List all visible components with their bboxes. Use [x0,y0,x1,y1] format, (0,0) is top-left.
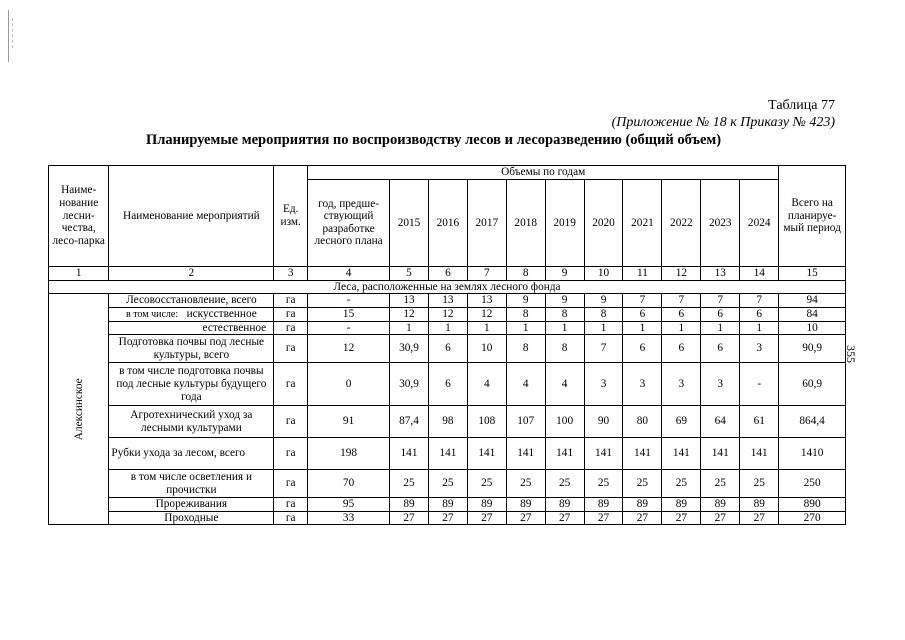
value-cell: 6 [428,363,467,406]
table-row [49,498,846,512]
value-cell: 27 [506,511,545,525]
column-number-row [49,267,846,281]
value-cell: 30,9 [390,335,429,363]
value-cell: 3 [623,363,662,406]
value-cell: 25 [623,470,662,498]
table-row [49,321,846,335]
value-cell: 1 [740,321,779,335]
prev-year-cell: 33 [308,511,390,525]
value-cell: 6 [701,335,740,363]
value-cell: 25 [428,470,467,498]
value-cell: 6 [662,307,701,321]
header-forestry: Наиме-нование лесни-чества, лесо-парка [49,166,109,267]
value-cell: 1 [428,321,467,335]
column-number: 10 [584,267,623,281]
unit-cell: га [274,498,308,512]
value-cell: 12 [390,307,429,321]
total-cell: 864,4 [779,406,846,438]
table-row [49,470,846,498]
value-cell: 9 [506,294,545,308]
value-cell: 1 [506,321,545,335]
value-cell: 98 [428,406,467,438]
unit-cell: га [274,294,308,308]
header-year: 2022 [662,179,701,266]
header-year: 2015 [390,179,429,266]
value-cell: 6 [623,307,662,321]
unit-cell: га [274,406,308,438]
table-row [49,406,846,438]
total-cell: 90,9 [779,335,846,363]
value-cell: 1 [623,321,662,335]
value-cell: 3 [701,363,740,406]
value-cell: 6 [623,335,662,363]
activity-name: Прореживания [109,498,274,512]
column-number: 3 [274,267,308,281]
activity-name: естественное [109,321,274,335]
value-cell: 141 [390,438,429,470]
header-year: 2020 [584,179,623,266]
value-cell: 80 [623,406,662,438]
table-number: Таблица 77 [768,98,835,113]
unit-cell: га [274,363,308,406]
value-cell: 6 [428,335,467,363]
column-number: 15 [779,267,846,281]
table-row [49,438,846,470]
value-cell: 3 [662,363,701,406]
column-number: 12 [662,267,701,281]
value-cell: 141 [623,438,662,470]
value-cell: 1 [545,321,584,335]
column-number: 8 [506,267,545,281]
value-cell: 8 [584,307,623,321]
value-cell: 141 [584,438,623,470]
header-year: 2021 [623,179,662,266]
total-cell: 270 [779,511,846,525]
value-cell: 89 [467,498,506,512]
column-number: 4 [308,267,390,281]
table-row [49,363,846,406]
prev-year-cell: 0 [308,363,390,406]
value-cell: 141 [467,438,506,470]
value-cell: 3 [740,335,779,363]
value-cell: 10 [467,335,506,363]
value-cell: 89 [545,498,584,512]
column-number: 2 [109,267,274,281]
value-cell: 27 [740,511,779,525]
page-number: 355 [844,345,858,363]
value-cell: 1 [390,321,429,335]
total-cell: 10 [779,321,846,335]
scan-margin-mark [8,10,11,62]
value-cell: 7 [584,335,623,363]
prev-year-cell: 15 [308,307,390,321]
value-cell: 4 [545,363,584,406]
activity-name: Проходные [109,511,274,525]
activity-name: Подготовка почвы под лесные культуры, всего [109,335,274,363]
value-cell: 7 [623,294,662,308]
header-prev-year: год, предше-ствующий разработке лесного плана [308,179,390,266]
value-cell: 141 [428,438,467,470]
header-year: 2024 [740,179,779,266]
value-cell: 141 [701,438,740,470]
value-cell: 141 [545,438,584,470]
unit-cell: га [274,438,308,470]
value-cell: 7 [740,294,779,308]
activity-prefix: в том числе: [125,308,179,320]
value-cell: 89 [390,498,429,512]
value-cell: 61 [740,406,779,438]
prev-year-cell: 91 [308,406,390,438]
value-cell: 12 [467,307,506,321]
total-cell: 1410 [779,438,846,470]
value-cell: 25 [506,470,545,498]
value-cell: 25 [545,470,584,498]
value-cell: 8 [506,307,545,321]
value-cell: 27 [623,511,662,525]
value-cell: 141 [740,438,779,470]
value-cell: 141 [662,438,701,470]
value-cell: 1 [701,321,740,335]
value-cell: 25 [390,470,429,498]
unit-cell: га [274,307,308,321]
value-cell: 107 [506,406,545,438]
value-cell: 8 [506,335,545,363]
value-cell: 89 [506,498,545,512]
total-cell: 94 [779,294,846,308]
value-cell: 25 [740,470,779,498]
value-cell: 6 [740,307,779,321]
value-cell: 4 [506,363,545,406]
activities-table [48,165,846,525]
value-cell: 9 [545,294,584,308]
unit-cell: га [274,511,308,525]
value-cell: 8 [545,307,584,321]
total-cell: 60,9 [779,363,846,406]
value-cell: 25 [662,470,701,498]
prev-year-cell: 198 [308,438,390,470]
activity-name: в том числе осветления и прочистки [109,470,274,498]
activity-name-text: искусственное [186,307,257,320]
activity-name: в том числе подготовка почвы под лесные культуры будущего года [109,363,274,406]
value-cell: 27 [390,511,429,525]
total-cell: 890 [779,498,846,512]
value-cell: 7 [662,294,701,308]
scan-margin-mark [12,18,14,48]
value-cell: - [740,363,779,406]
value-cell: 89 [740,498,779,512]
value-cell: 27 [584,511,623,525]
unit-cell: га [274,335,308,363]
prev-year-cell: 95 [308,498,390,512]
column-number: 13 [701,267,740,281]
value-cell: 141 [506,438,545,470]
value-cell: 1 [584,321,623,335]
header-unit: Ед. изм. [274,166,308,267]
value-cell: 13 [467,294,506,308]
unit-cell: га [274,321,308,335]
prev-year-cell: - [308,321,390,335]
header-year: 2016 [428,179,467,266]
value-cell: 4 [467,363,506,406]
value-cell: 25 [701,470,740,498]
value-cell: 25 [584,470,623,498]
value-cell: 64 [701,406,740,438]
header-year: 2023 [701,179,740,266]
total-cell: 84 [779,307,846,321]
prev-year-cell: 70 [308,470,390,498]
table-row [49,511,846,525]
column-number: 11 [623,267,662,281]
value-cell: 27 [467,511,506,525]
value-cell: 27 [662,511,701,525]
value-cell: 90 [584,406,623,438]
forestry-name: Алексинское [49,294,109,525]
column-number: 6 [428,267,467,281]
column-number: 14 [740,267,779,281]
value-cell: 3 [584,363,623,406]
value-cell: 108 [467,406,506,438]
column-number: 7 [467,267,506,281]
column-number: 5 [390,267,429,281]
header-year: 2017 [467,179,506,266]
table-row [49,294,846,308]
value-cell: 89 [662,498,701,512]
activity-name: Рубки ухода за лесом, всего [109,438,274,470]
activity-name [109,307,274,321]
header-volumes-by-year: Объемы по годам [308,166,779,180]
header-total: Всего на планируе-мый период [779,166,846,267]
table-row [49,307,846,321]
header-year: 2018 [506,179,545,266]
value-cell: 12 [428,307,467,321]
value-cell: 6 [662,335,701,363]
appendix-reference: (Приложение № 18 к Приказу № 423) [611,115,835,130]
activity-name: Лесовосстановление, всего [109,294,274,308]
value-cell: 8 [545,335,584,363]
value-cell: 7 [701,294,740,308]
column-number: 1 [49,267,109,281]
value-cell: 1 [662,321,701,335]
value-cell: 6 [701,307,740,321]
total-cell: 250 [779,470,846,498]
table-row [49,335,846,363]
unit-cell: га [274,470,308,498]
value-cell: 89 [428,498,467,512]
value-cell: 100 [545,406,584,438]
value-cell: 89 [584,498,623,512]
value-cell: 87,4 [390,406,429,438]
header-activity: Наименование мероприятий [109,166,274,267]
value-cell: 1 [467,321,506,335]
header-year: 2019 [545,179,584,266]
activity-name: Агротехнический уход за лесными культурами [109,406,274,438]
value-cell: 89 [701,498,740,512]
value-cell: 25 [467,470,506,498]
value-cell: 69 [662,406,701,438]
table-title: Планируемые мероприятия по воспроизводству лесов и лесоразведению (общий объем) [146,132,722,148]
prev-year-cell: 12 [308,335,390,363]
value-cell: 27 [545,511,584,525]
column-number: 9 [545,267,584,281]
value-cell: 9 [584,294,623,308]
value-cell: 27 [428,511,467,525]
value-cell: 13 [390,294,429,308]
section-title: Леса, расположенные на землях лесного фонда [49,280,846,294]
value-cell: 27 [701,511,740,525]
value-cell: 30,9 [390,363,429,406]
value-cell: 13 [428,294,467,308]
value-cell: 89 [623,498,662,512]
prev-year-cell: - [308,294,390,308]
